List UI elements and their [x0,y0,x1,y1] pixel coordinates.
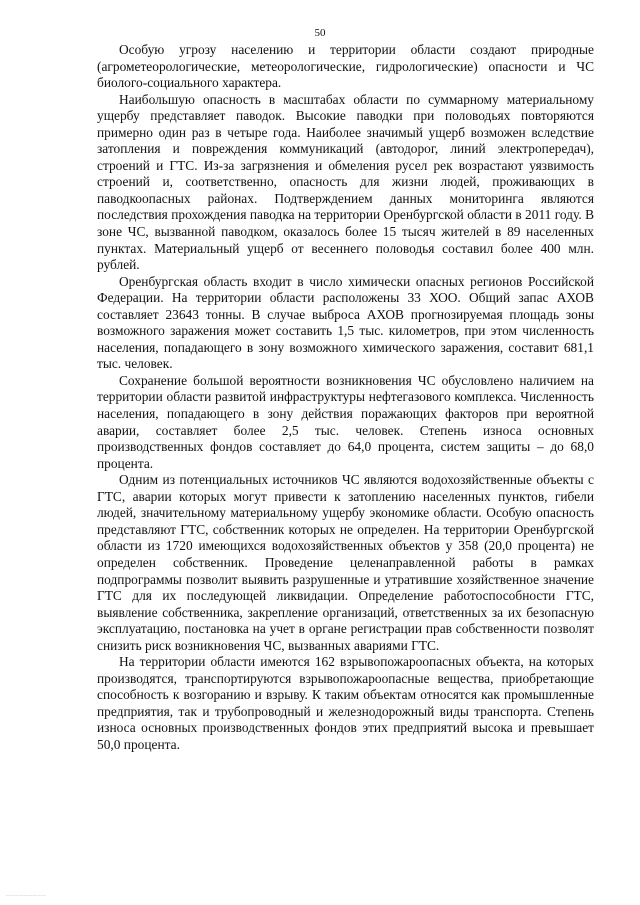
paragraph-flood-damage: Наибольшую опасность в масштабах области по суммарному материальному ущербу представляет паводок. Высокие паводки при половодьях повторяются примерно один раз в четыре года. Наиболее значимый ущерб возможен вследствие затопления и повреждения коммуникаций (автодорог, линий электропередач), строений и ГТС. Из-за загрязнения и обмеления русел рек возрастают уязвимость строений и, соответственно, опасность для жизни людей, проживающих в паводкоопасных районах. Подтверждением данных мониторинга являются последствия прохождения паводка на территории Оренбургской области в 2011 году. В зоне ЧС, вызванной паводком, оказалось более 15 тысяч жителей в 89 населенных пунктах. Материальный ущерб от весеннего половодья составил более 400 млн. рублей. [97,91,594,273]
document-body [97,42,594,754]
paragraph-hydraulic-structures: Одним из потенциальных источников ЧС являются водохозяйственные объекты с ГТС, аварии которых могут привести к затоплению населенных пунктов, гибели людей, значительному материальному ущербу экономике области. Особую опасность представляют ГТС, собственник которых не определен. На территории Оренбургской области из 1720 имеющихся водохозяйственных объектов у 358 (20,0 процента) не определен собственник. Проведение целенаправленной работы в рамках подпрограммы позволит выявить разрушенные и утратившие хозяйственное значение ГТС для их последующей ликвидации. Определение работоспособности ГТС, выявление собственника, закрепление организаций, ответственных за их безопасную эксплуатацию, постановка на учет в органе регистрации прав собственности позволят снизить риск возникновения ЧС, вызванных авариями ГТС. [97,472,594,653]
paragraph-explosive-objects: На территории области имеются 162 взрывопожароопасных объекта, на которых производятся, транспортируются взрывопожароопасные вещества, приобретающие способность к возгоранию и взрыву. К таким объектам относятся как промышленные предприятия, так и трубопроводный и железнодорожный виды транспорта. Степень износа основных производственных фондов этих предприятий высока и превышает 50,0 процента. [97,654,594,752]
paragraph-natural-hazards: Особую угрозу населению и территории области создают природные (агрометеорологические, метеорологические, гидрологические) опасности и ЧС биолого-социального характера. [97,42,594,91]
scan-footer-mark: ――――――――― [6,892,47,897]
page-number: 50 [314,27,326,39]
paragraph-chemical-hazards: Оренбургская область входит в число химически опасных регионов Российской Федерации. На территории области расположены 33 ХОО. Общий запас АХОВ составляет 23643 тонны. В случае выброса АХОВ прогнозируемая площадь зоны возможного заражения может составить 1,5 тыс. километров, при этом численность населения, попадающего в зону возможного химического заражения, составит 681,1 тыс. человек. [97,273,594,372]
paragraph-oil-gas-complex: Сохранение большой вероятности возникновения ЧС обусловлено наличием на территории области развитой инфраструктуры нефтегазового комплекса. Численность населения, попадающего в зону действия поражающих факторов при вероятной аварии, составляет более 2,5 тыс. человек. Степень износа основных производственных фондов составляет до 64,0 процента, систем защиты – до 68,0 процента. [97,372,594,471]
